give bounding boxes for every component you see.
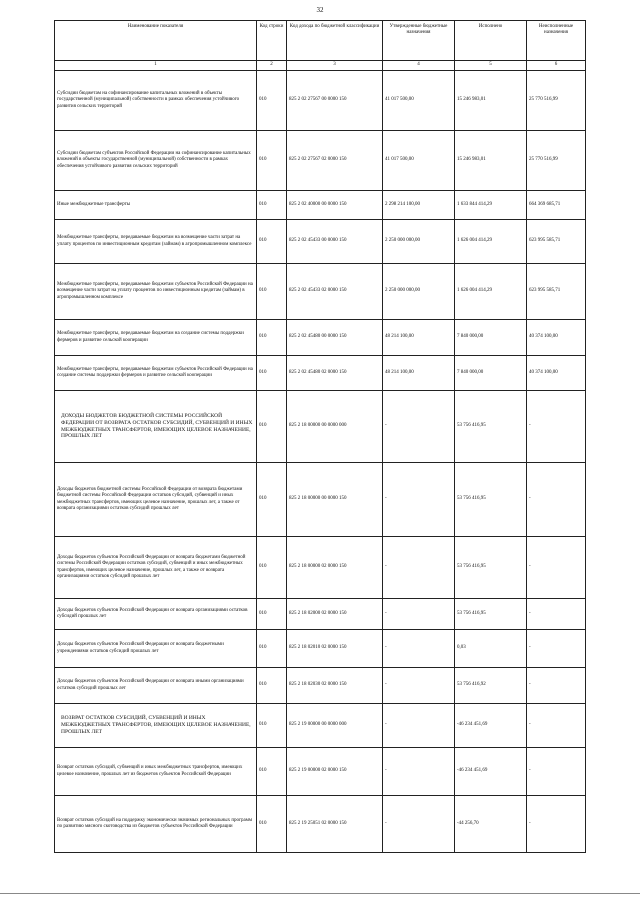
column-number-row bbox=[55, 61, 586, 71]
column-number: 6 bbox=[527, 61, 586, 71]
table-row bbox=[55, 191, 586, 220]
row-approved: 2 250 000 000,00 bbox=[383, 220, 455, 264]
row-code: 010 bbox=[257, 537, 287, 599]
row-code: 010 bbox=[257, 599, 287, 630]
row-remaining: 25 770 516,99 bbox=[527, 131, 586, 191]
row-name: Субсидии бюджетам на софинансирование капитальных вложений в объекты государственной (муниципальной) собственности в рамках обеспечения устойчивого развития сельских территорий bbox=[55, 71, 257, 131]
row-remaining: - bbox=[527, 391, 586, 463]
row-executed: 1 633 844 414,29 bbox=[455, 191, 527, 220]
row-kbk: 825 2 02 27567 02 0000 150 bbox=[287, 131, 383, 191]
row-executed: 15 246 983,01 bbox=[455, 131, 527, 191]
row-name: Иные межбюджетные трансферты bbox=[55, 191, 257, 220]
row-executed: 1 626 004 414,29 bbox=[455, 264, 527, 320]
table-row bbox=[55, 264, 586, 320]
table-row bbox=[55, 463, 586, 537]
row-approved: 41 017 500,00 bbox=[383, 71, 455, 131]
row-executed: 53 756 416,95 bbox=[455, 463, 527, 537]
row-kbk: 825 2 18 00000 00 0000 000 bbox=[287, 391, 383, 463]
header-executed: Исполнено bbox=[455, 21, 527, 61]
row-code: 010 bbox=[257, 704, 287, 748]
row-remaining: - bbox=[527, 796, 586, 853]
row-approved: - bbox=[383, 599, 455, 630]
header-code: Код строки bbox=[257, 21, 287, 61]
row-executed: 7 840 000,00 bbox=[455, 356, 527, 391]
row-remaining: 623 995 585,71 bbox=[527, 220, 586, 264]
row-name: Доходы бюджетов бюджетной системы Российской Федерации от возврата бюджетами бюджетной системы Российской Федерации остатков субсидий, субвенций и иных межбюджетных трансфертов, имеющих целевое назначение, прошлых лет, а также от возврата организациями остатков субсидий прошлых лет bbox=[55, 463, 257, 537]
row-code: 010 bbox=[257, 220, 287, 264]
table-row bbox=[55, 131, 586, 191]
row-remaining: - bbox=[527, 668, 586, 704]
table-row bbox=[55, 391, 586, 463]
row-executed: 15 246 983,01 bbox=[455, 71, 527, 131]
row-remaining: 40 374 100,00 bbox=[527, 356, 586, 391]
table-row bbox=[55, 599, 586, 630]
page-number: 32 bbox=[316, 6, 324, 14]
row-executed: 7 840 000,00 bbox=[455, 320, 527, 356]
table-row bbox=[55, 630, 586, 668]
row-remaining: - bbox=[527, 463, 586, 537]
row-name: Доходы бюджетов субъектов Российской Федерации от возврата иными организациями остатков субсидий прошлых лет bbox=[55, 668, 257, 704]
column-number: 4 bbox=[383, 61, 455, 71]
row-name: Возврат остатков субсидий, субвенций и иных межбюджетных трансфертов, имеющих целевое назначение, прошлых лет из бюджетов субъектов Российской Федерации bbox=[55, 748, 257, 796]
row-kbk: 825 2 19 00000 02 0000 150 bbox=[287, 748, 383, 796]
row-code: 010 bbox=[257, 668, 287, 704]
header-row bbox=[55, 21, 586, 61]
table-row bbox=[55, 356, 586, 391]
row-remaining: - bbox=[527, 748, 586, 796]
row-name: Межбюджетные трансферты, передаваемые бюджетам субъектов Российской Федерации на создание системы поддержки фермеров и развитие сельской кооперации bbox=[55, 356, 257, 391]
row-code: 010 bbox=[257, 131, 287, 191]
row-approved: 2 250 000 000,00 bbox=[383, 264, 455, 320]
row-remaining: - bbox=[527, 537, 586, 599]
table-row bbox=[55, 537, 586, 599]
row-approved: - bbox=[383, 630, 455, 668]
row-executed: 0,03 bbox=[455, 630, 527, 668]
column-number: 1 bbox=[55, 61, 257, 71]
table-row bbox=[55, 796, 586, 853]
row-kbk: 825 2 02 45433 00 0000 150 bbox=[287, 220, 383, 264]
row-executed: -44 256,70 bbox=[455, 796, 527, 853]
row-name: ДОХОДЫ БЮДЖЕТОВ БЮДЖЕТНОЙ СИСТЕМЫ РОССИЙСКОЙ ФЕДЕРАЦИИ ОТ ВОЗВРАТА ОСТАТКОВ СУБСИДИЙ, СУБВЕНЦИЙ И ИНЫХ МЕЖБЮДЖЕТНЫХ ТРАНСФЕРТОВ, ИМЕЮЩИХ ЦЕЛЕВОЕ НАЗНАЧЕНИЕ, ПРОШЛЫХ ЛЕТ bbox=[55, 391, 257, 463]
row-executed: 1 626 004 414,29 bbox=[455, 220, 527, 264]
row-remaining: - bbox=[527, 630, 586, 668]
row-kbk: 825 2 02 27567 00 0000 150 bbox=[287, 71, 383, 131]
row-code: 010 bbox=[257, 191, 287, 220]
row-code: 010 bbox=[257, 320, 287, 356]
row-code: 010 bbox=[257, 463, 287, 537]
header-kbk: Код дохода по бюджетной классификации bbox=[287, 21, 383, 61]
row-code: 010 bbox=[257, 356, 287, 391]
row-kbk: 825 2 02 40000 00 0000 150 bbox=[287, 191, 383, 220]
column-number: 2 bbox=[257, 61, 287, 71]
row-kbk: 825 2 19 00000 00 0000 000 bbox=[287, 704, 383, 748]
row-kbk: 825 2 18 02030 02 0000 150 bbox=[287, 668, 383, 704]
row-name: Межбюджетные трансферты, передаваемые бюджетам субъектов Российской Федерации на возмещение части затрат на уплату процентов по инвестиционным кредитам (займам) в агропромышленном комплексе bbox=[55, 264, 257, 320]
row-name: Доходы бюджетов субъектов Российской Федерации от возврата бюджетами бюджетной системы Российской Федерации остатков субсидий, субвенций и иных межбюджетных трансфертов, имеющих целевое назначение, прошлых лет, а также от возврата организациями остатков субсидий прошлых лет bbox=[55, 537, 257, 599]
row-remaining: 664 369 685,71 bbox=[527, 191, 586, 220]
row-name: Доходы бюджетов субъектов Российской Федерации от возврата бюджетными учреждениями остатков субсидий прошлых лет bbox=[55, 630, 257, 668]
row-remaining: 623 995 585,71 bbox=[527, 264, 586, 320]
row-executed: 53 756 416,95 bbox=[455, 391, 527, 463]
row-remaining: - bbox=[527, 599, 586, 630]
row-kbk: 825 2 18 00000 02 0000 150 bbox=[287, 537, 383, 599]
table-row bbox=[55, 704, 586, 748]
row-approved: - bbox=[383, 748, 455, 796]
budget-execution-table bbox=[54, 20, 586, 853]
row-name: Возврат остатков субсидий на поддержку экономически значимых региональных программ по развитию мясного скотоводства из бюджетов субъектов Российской Федерации bbox=[55, 796, 257, 853]
table-row bbox=[55, 668, 586, 704]
header-remaining: Неисполненные назначения bbox=[527, 21, 586, 61]
header-approved: Утвержденные бюджетные назначения bbox=[383, 21, 455, 61]
table-row bbox=[55, 220, 586, 264]
row-approved: - bbox=[383, 668, 455, 704]
row-name: Доходы бюджетов субъектов Российской Федерации от возврата организациями остатков субсидий прошлых лет bbox=[55, 599, 257, 630]
row-code: 010 bbox=[257, 391, 287, 463]
row-approved: - bbox=[383, 391, 455, 463]
table-row bbox=[55, 748, 586, 796]
table-row bbox=[55, 71, 586, 131]
row-remaining: - bbox=[527, 704, 586, 748]
table-row bbox=[55, 320, 586, 356]
row-approved: - bbox=[383, 796, 455, 853]
row-name: Субсидии бюджетам субъектов Российской Федерации на софинансирование капитальных вложений в объекты государственной (муниципальной) собственности в рамках обеспечения устойчивого развития сельских территорий bbox=[55, 131, 257, 191]
row-executed: -46 234 451,69 bbox=[455, 748, 527, 796]
column-number: 3 bbox=[287, 61, 383, 71]
row-executed: 53 756 416,95 bbox=[455, 537, 527, 599]
row-approved: 48 214 100,00 bbox=[383, 320, 455, 356]
row-name: Межбюджетные трансферты, передаваемые бюджетам на возмещение части затрат на уплату процентов по инвестиционным кредитам (займам) в агропромышленном комплексе bbox=[55, 220, 257, 264]
page-bottom-divider bbox=[0, 893, 640, 894]
row-kbk: 825 2 02 45480 00 0000 150 bbox=[287, 320, 383, 356]
row-name: ВОЗВРАТ ОСТАТКОВ СУБСИДИЙ, СУБВЕНЦИЙ И ИНЫХ МЕЖБЮДЖЕТНЫХ ТРАНСФЕРТОВ, ИМЕЮЩИХ ЦЕЛЕВОЕ НАЗНАЧЕНИЕ, ПРОШЛЫХ ЛЕТ bbox=[55, 704, 257, 748]
row-approved: 41 017 500,00 bbox=[383, 131, 455, 191]
row-kbk: 825 2 18 00000 00 0000 150 bbox=[287, 463, 383, 537]
row-kbk: 825 2 19 25051 02 0000 150 bbox=[287, 796, 383, 853]
row-executed: 53 756 416,92 bbox=[455, 668, 527, 704]
row-kbk: 825 2 18 02010 02 0000 150 bbox=[287, 630, 383, 668]
row-approved: - bbox=[383, 704, 455, 748]
row-approved: 48 214 100,00 bbox=[383, 356, 455, 391]
header-name: Наименование показателя bbox=[55, 21, 257, 61]
row-kbk: 825 2 02 45433 02 0000 150 bbox=[287, 264, 383, 320]
row-kbk: 825 2 18 02000 02 0000 150 bbox=[287, 599, 383, 630]
row-code: 010 bbox=[257, 264, 287, 320]
row-remaining: 25 770 516,99 bbox=[527, 71, 586, 131]
column-number: 5 bbox=[455, 61, 527, 71]
row-name: Межбюджетные трансферты, передаваемые бюджетам на создание системы поддержки фермеров и развитие сельской кооперации bbox=[55, 320, 257, 356]
row-code: 010 bbox=[257, 748, 287, 796]
row-remaining: 40 374 100,00 bbox=[527, 320, 586, 356]
row-code: 010 bbox=[257, 630, 287, 668]
row-code: 010 bbox=[257, 71, 287, 131]
table-body bbox=[55, 71, 586, 853]
row-kbk: 825 2 02 45480 02 0000 150 bbox=[287, 356, 383, 391]
row-approved: - bbox=[383, 463, 455, 537]
row-executed: -46 234 451,69 bbox=[455, 704, 527, 748]
row-code: 010 bbox=[257, 796, 287, 853]
row-executed: 53 756 416,95 bbox=[455, 599, 527, 630]
row-approved: - bbox=[383, 537, 455, 599]
row-approved: 2 298 214 100,00 bbox=[383, 191, 455, 220]
